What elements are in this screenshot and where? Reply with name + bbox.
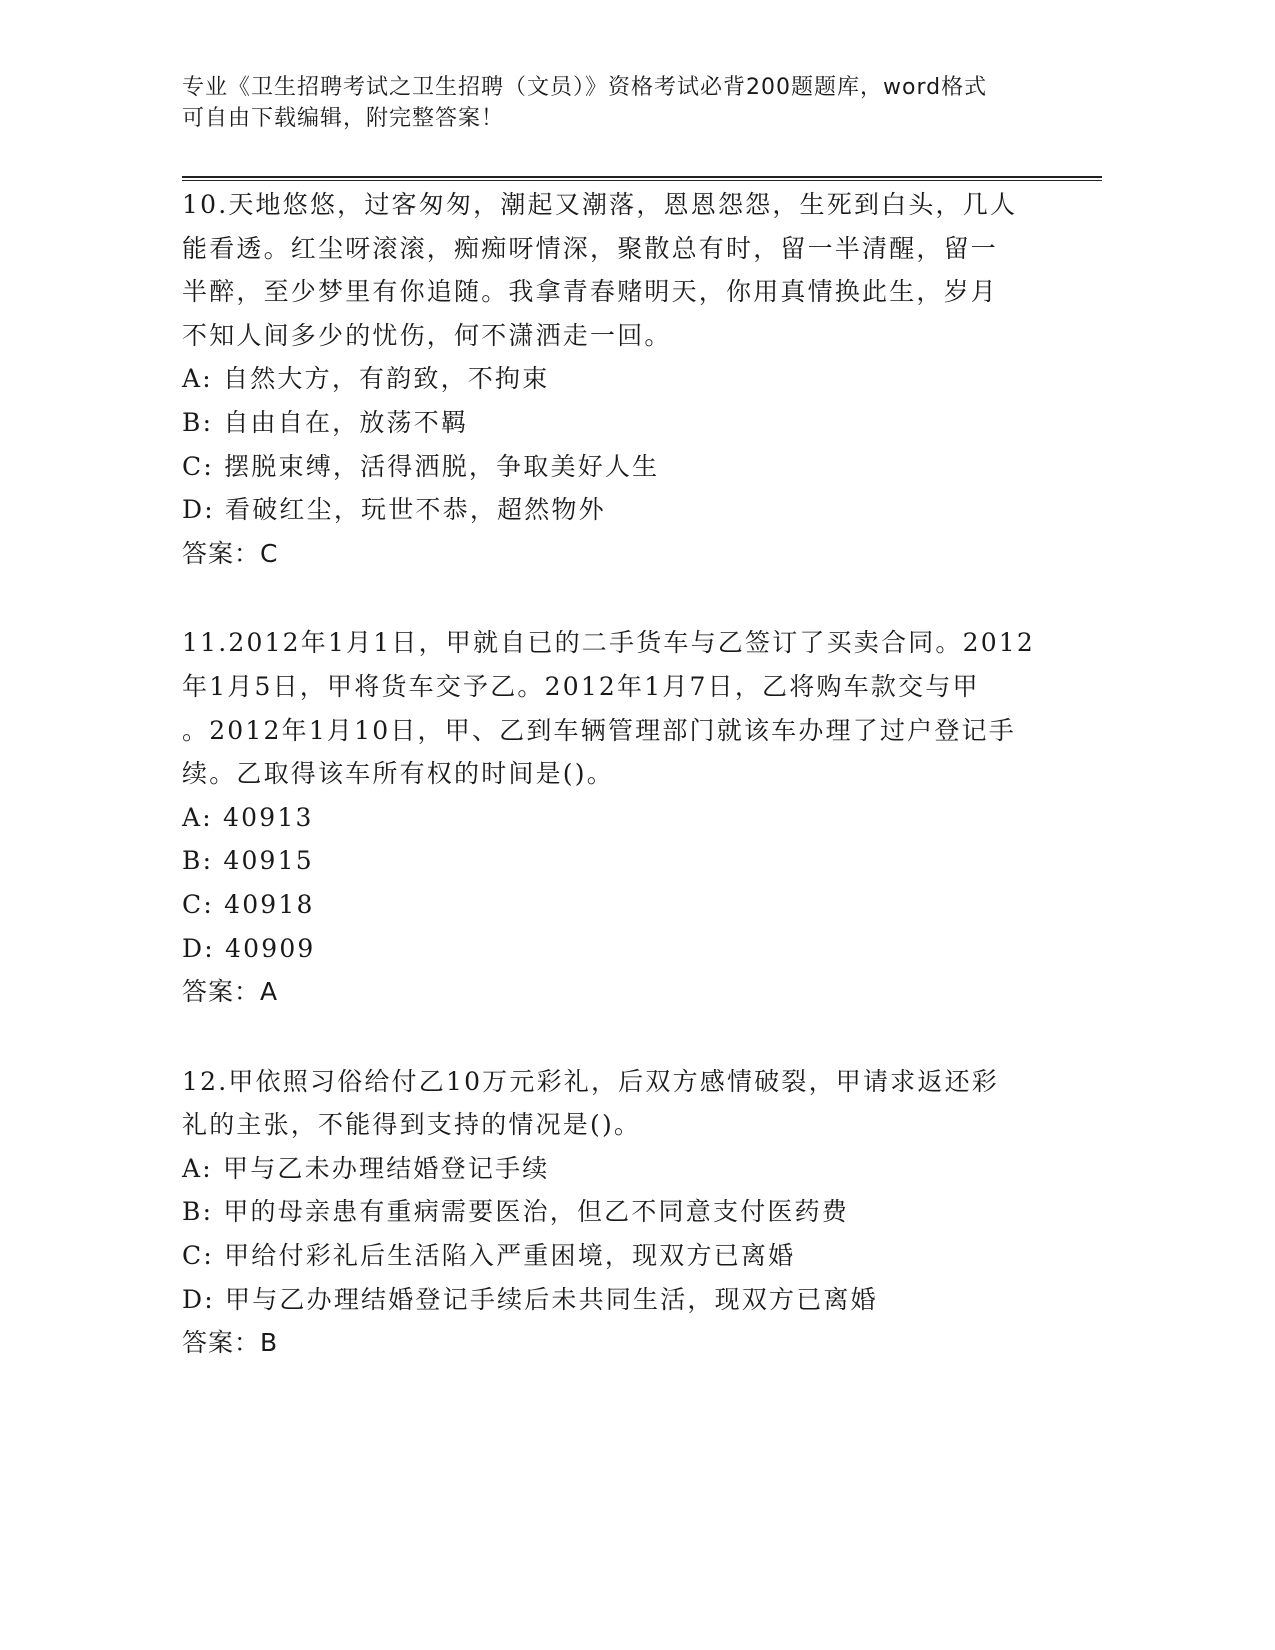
header-line: 可自由下载编辑，附完整答案！ [182, 106, 505, 131]
question-stem-line: 12.甲依照习俗给付乙10万元彩礼，后双方感情破裂，甲请求返还彩 [182, 1066, 999, 1096]
question-12 [182, 1060, 1062, 1365]
option-c: C: 摆脱束缚，活得洒脱，争取美好人生 [182, 451, 660, 481]
answer: 答案：C [182, 538, 279, 568]
option-b: B: 甲的母亲患有重病需要医治，但乙不同意支付医药费 [182, 1197, 849, 1227]
question-stem-line: 半醉，至少梦里有你追随。我拿青春赌明天，你用真情换此生，岁月 [182, 277, 999, 307]
option-c: C: 40918 [182, 889, 315, 919]
question-stem-line: 10.天地悠悠，过客匆匆，潮起又潮落，恩恩怨怨，生死到白头，几人 [182, 190, 1018, 219]
question-stem-line: 礼的主张，不能得到支持的情况是()。 [182, 1110, 642, 1140]
question-stem-line: 。2012年1月10日，甲、乙到车辆管理部门就该车办理了过户登记手 [182, 715, 1016, 745]
option-c: C: 甲给付彩礼后生活陷入严重困境，现双方已离婚 [182, 1241, 796, 1271]
option-b: B: 40915 [182, 846, 314, 876]
question-list [182, 183, 1062, 1411]
option-d: D: 甲与乙办理结婚登记手续后未共同生活，现双方已离婚 [182, 1284, 878, 1314]
header-line: 专业《卫生招聘考试之卫生招聘（文员）》资格考试必背200题题库，word格式 [182, 75, 988, 100]
question-11 [182, 621, 1062, 1013]
answer: 答案：A [182, 977, 279, 1007]
option-a: A: 自然大方，有韵致，不拘束 [182, 364, 550, 394]
option-a: A: 甲与乙未办理结婚登记手续 [182, 1153, 550, 1183]
question-stem-line: 不知人间多少的忧伤，何不潇洒走一回。 [182, 320, 672, 350]
question-stem-line: 能看透。红尘呀滚滚，痴痴呀情深，聚散总有时，留一半清醒，留一 [182, 233, 999, 263]
question-10 [182, 183, 1062, 575]
option-d: D: 看破红尘，玩世不恭，超然物外 [182, 495, 606, 525]
answer: 答案：B [182, 1328, 279, 1358]
question-stem-line: 11.2012年1月1日，甲就自已的二手货车与乙签订了买卖合同。2012 [182, 628, 1036, 658]
document-header [182, 72, 1062, 134]
option-a: A: 40913 [182, 802, 314, 832]
option-b: B: 自由自在，放荡不羁 [182, 407, 469, 437]
question-stem-line: 年1月5日，甲将货车交予乙。2012年1月7日，乙将购车款交与甲 [182, 671, 980, 701]
question-stem-line: 续。乙取得该车所有权的时间是()。 [182, 759, 614, 789]
option-d: D: 40909 [182, 933, 316, 963]
header-divider [182, 176, 1102, 181]
